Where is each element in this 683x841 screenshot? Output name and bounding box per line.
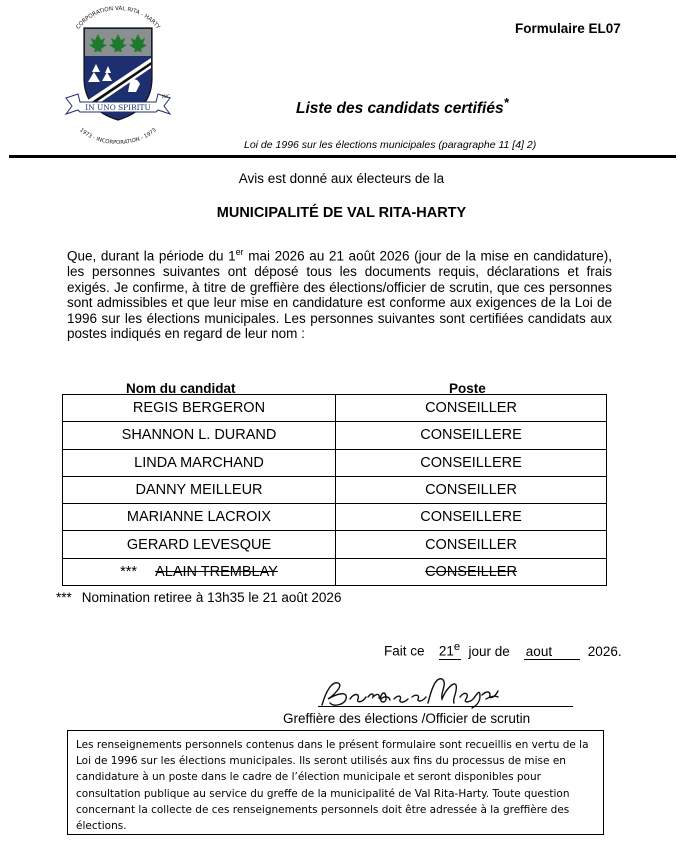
candidate-post: CONSEILLERE	[336, 422, 607, 449]
candidate-name: SHANNON L. DURAND	[63, 422, 336, 449]
month-field: aout	[524, 645, 580, 660]
municipality-name: MUNICIPALITÉ DE VAL RITA-HARTY	[216, 205, 467, 221]
svg-text:CORPORATION VAL RITA - HARTY: CORPORATION VAL RITA - HARTY	[75, 6, 161, 31]
table-row	[63, 504, 607, 531]
signature-line	[318, 706, 573, 707]
svg-text:INC.: INC.	[162, 95, 172, 100]
candidate-post: CONSEILLER	[336, 476, 607, 503]
withdrawn-marker: ***	[120, 563, 138, 580]
table-row	[63, 395, 607, 422]
certification-paragraph: Que, durant la période du 1er mai 2026 au 21 août 2026 (jour de la mise en candidature), les personnes suivantes ont déposé tous les documents requis, déclarations et frais exigés. Je confirme, à titre de greffière des élections/officier de scrutin, que ces personnes sont admissibles et que leur mise en candidature est conforme aux exigences de la Loi de 1996 sur les élections municipales. Les personnes suivantes sont certifiées candidats aux postes indiqués en regard de leur nom :	[67, 247, 612, 342]
svg-text:IN UNO SPIRITU: IN UNO SPIRITU	[85, 103, 151, 112]
table-row	[63, 449, 607, 476]
candidate-post: CONSEILLER	[336, 395, 607, 422]
svg-text:1973 - INCORPORATION - 1973: 1973 - INCORPORATION - 1973	[78, 127, 158, 144]
municipal-crest-logo	[58, 6, 178, 144]
document-title: Liste des candidats certifiés*	[296, 95, 509, 118]
candidate-post: CONSEILLER	[336, 558, 607, 585]
candidate-post: CONSEILLER	[336, 531, 607, 558]
form-code: Formulaire EL07	[515, 21, 621, 36]
candidate-name: DANNY MEILLEUR	[63, 476, 336, 503]
candidate-name: MARIANNE LACROIX	[63, 504, 336, 531]
candidate-name: REGIS BERGERON	[63, 395, 336, 422]
table-row-withdrawn	[63, 558, 607, 585]
candidate-post: CONSEILLERE	[336, 449, 607, 476]
table-row	[63, 422, 607, 449]
candidate-name: *** ALAIN TREMBLAY	[63, 558, 336, 585]
signatory-title: Greffière des élections /Officier de scrutin	[283, 711, 531, 726]
table-row	[63, 476, 607, 503]
day-field: 21e	[438, 641, 461, 659]
title-asterisk: *	[503, 95, 509, 110]
candidate-name: LINDA MARCHAND	[63, 449, 336, 476]
candidates-table	[62, 394, 607, 586]
handwritten-signature	[316, 669, 501, 714]
date-line: Fait ce 21e jour de aout 2026.	[384, 641, 622, 659]
withdrawal-footnote: *** Nomination retiree à 13h35 le 21 août 2026	[56, 590, 342, 605]
notice-text: Avis est donné aux électeurs de la	[238, 171, 445, 186]
table-row	[63, 531, 607, 558]
column-header-name: Nom du candidat	[126, 381, 236, 396]
candidate-name: GERARD LEVESQUE	[63, 531, 336, 558]
column-header-post: Poste	[449, 381, 486, 396]
law-reference: Loi de 1996 sur les élections municipales (paragraphe 11 [4] 2)	[244, 139, 537, 151]
candidate-post: CONSEILLERE	[336, 504, 607, 531]
header-divider	[9, 155, 676, 158]
privacy-notice-box: Les renseignements personnels contenus dans le présent formulaire sont recueillis en vertu de la Loi de 1996 sur les élections municipales. Ils seront utilisés aux fins du processus de mise en candidature à un poste dans le cadre de l’élection municipale et seront disponibles pour consultation publique au service du greffe de la municipalité de Val Rita-Harty. Toute question concernant la collecte de ces renseignements personnels doit être adressée à la greffière des élections.	[67, 730, 604, 835]
